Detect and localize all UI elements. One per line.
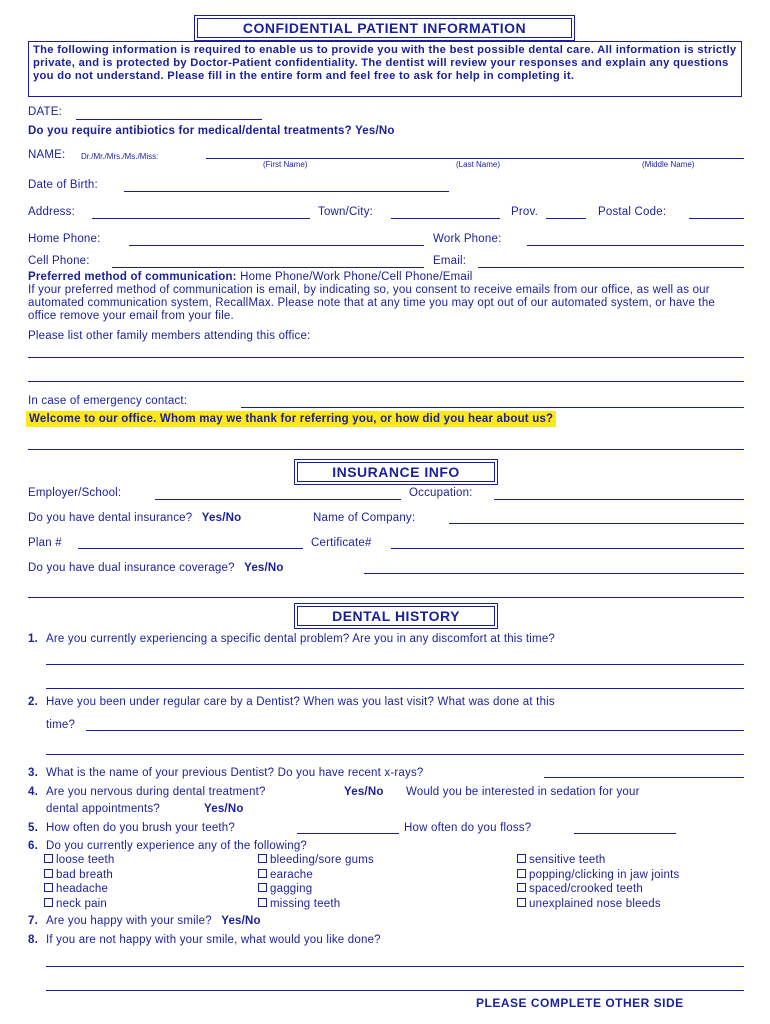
- middle-name-caption: (Middle Name): [642, 160, 695, 169]
- email-label: Email:: [433, 255, 467, 267]
- condition-item[interactable]: loose teeth: [44, 854, 114, 869]
- q7-number: 7.: [28, 915, 38, 927]
- condition-item[interactable]: popping/clicking in jaw joints: [517, 869, 679, 884]
- condition-item[interactable]: spaced/crooked teeth: [517, 883, 679, 898]
- footer-note: PLEASE COMPLETE OTHER SIDE: [476, 996, 684, 1010]
- occupation-label: Occupation:: [409, 487, 473, 499]
- q8-line-1[interactable]: [46, 966, 744, 967]
- first-name-caption: (First Name): [263, 160, 308, 169]
- family-label: Please list other family members attending this office:: [28, 330, 311, 342]
- q7-question: Are you happy with your smile?: [46, 915, 212, 927]
- pref-comm-note: If your preferred method of communication is email, by indicating so, you consent to receive emails from our office, as well as our automated communication system, RecallMax. Please note that at any time you may opt out of our automated system, or have the office remove your email from your file.: [28, 284, 716, 322]
- checkbox[interactable]: [44, 854, 53, 863]
- prov-field[interactable]: [546, 218, 586, 219]
- certificate-label: Certificate#: [311, 537, 372, 549]
- town-label: Town/City:: [318, 206, 374, 218]
- dental-insurance-text: Do you have dental insurance?: [28, 512, 193, 524]
- q4-number: 4.: [28, 786, 38, 798]
- dual-insurance-field[interactable]: [364, 573, 744, 574]
- q8-line-2[interactable]: [46, 990, 744, 991]
- q3-field[interactable]: [544, 777, 744, 778]
- name-label: NAME:: [28, 149, 66, 161]
- condition-item[interactable]: missing teeth: [258, 898, 374, 913]
- q1-text: Are you currently experiencing a specific dental problem? Are you in any discomfort at this time?: [46, 633, 556, 645]
- checkbox[interactable]: [44, 883, 53, 892]
- postal-field[interactable]: [689, 218, 744, 219]
- dental-insurance-question: [28, 512, 241, 524]
- q2-number: 2.: [28, 696, 38, 708]
- checkbox[interactable]: [44, 898, 53, 907]
- conditions-col-1: [44, 854, 114, 912]
- name-titles: Dr./Mr./Mrs./Ms./Miss:: [81, 152, 159, 161]
- certificate-field[interactable]: [391, 548, 744, 549]
- q4-text: Are you nervous during dental treatment?: [46, 786, 266, 798]
- dob-field[interactable]: [124, 191, 449, 192]
- checkbox[interactable]: [258, 854, 267, 863]
- q5-floss-text: How often do you floss?: [404, 822, 532, 834]
- email-field[interactable]: [478, 267, 744, 268]
- condition-item[interactable]: neck pain: [44, 898, 114, 913]
- q5-brush-field[interactable]: [297, 833, 399, 834]
- checkbox[interactable]: [517, 883, 526, 892]
- referral-question: Welcome to our office. Whom may we thank for referring you, or how did you hear about us?: [26, 411, 556, 427]
- pref-comm-options: Home Phone/Work Phone/Cell Phone/Email: [236, 271, 473, 283]
- q7-text: [46, 915, 261, 927]
- checkbox[interactable]: [258, 898, 267, 907]
- condition-item[interactable]: bad breath: [44, 869, 114, 884]
- employer-field[interactable]: [155, 499, 401, 500]
- checkbox[interactable]: [517, 898, 526, 907]
- condition-item[interactable]: earache: [258, 869, 374, 884]
- referral-field[interactable]: [28, 449, 744, 450]
- checkbox[interactable]: [517, 854, 526, 863]
- last-name-caption: (Last Name): [456, 160, 501, 169]
- checkbox[interactable]: [258, 869, 267, 878]
- plan-field[interactable]: [78, 548, 303, 549]
- dual-insurance-yes-no[interactable]: Yes/No: [244, 562, 284, 574]
- q1-number: 1.: [28, 633, 38, 645]
- plan-label: Plan #: [28, 537, 62, 549]
- employer-label: Employer/School:: [28, 487, 122, 499]
- antibiotics-question: Do you require antibiotics for medical/dental treatments? Yes/No: [28, 125, 395, 137]
- cell-phone-field[interactable]: [112, 267, 424, 268]
- q7-yes-no[interactable]: Yes/No: [221, 915, 261, 927]
- insurance-extra-line[interactable]: [28, 597, 744, 598]
- home-phone-field[interactable]: [129, 245, 424, 246]
- town-field[interactable]: [391, 218, 500, 219]
- q8-number: 8.: [28, 934, 38, 946]
- cell-phone-label: Cell Phone:: [28, 255, 90, 267]
- date-label: DATE:: [28, 106, 63, 118]
- q4-yes-no[interactable]: Yes/No: [344, 786, 384, 798]
- q6-text: Do you currently experience any of the following?: [46, 840, 308, 852]
- family-line-1[interactable]: [28, 357, 744, 358]
- company-field[interactable]: [449, 523, 744, 524]
- condition-item[interactable]: headache: [44, 883, 114, 898]
- condition-item[interactable]: unexplained nose bleeds: [517, 898, 679, 913]
- checkbox[interactable]: [517, 869, 526, 878]
- q3-number: 3.: [28, 767, 38, 779]
- q6-number: 6.: [28, 840, 38, 852]
- q4-continued: dental appointments?: [46, 803, 160, 815]
- checkbox[interactable]: [44, 869, 53, 878]
- work-phone-field[interactable]: [527, 245, 744, 246]
- q3-text: What is the name of your previous Dentist? Do you have recent x-rays?: [46, 767, 424, 779]
- q8-text: If you are not happy with your smile, what would you like done?: [46, 934, 381, 946]
- q5-floss-field[interactable]: [574, 833, 676, 834]
- prov-label: Prov.: [511, 206, 538, 218]
- dob-label: Date of Birth:: [28, 179, 98, 191]
- name-field[interactable]: [206, 158, 744, 159]
- dual-insurance-text: Do you have dual insurance coverage?: [28, 562, 235, 574]
- condition-item[interactable]: sensitive teeth: [517, 854, 679, 869]
- address-label: Address:: [28, 206, 75, 218]
- q2-line-1[interactable]: [86, 730, 744, 731]
- conditions-col-2: [258, 854, 374, 912]
- q2-text: Have you been under regular care by a Dentist? When was you last visit? What was done at this: [46, 696, 555, 708]
- q2-continued: time?: [46, 719, 76, 731]
- work-phone-label: Work Phone:: [433, 233, 502, 245]
- family-line-2[interactable]: [28, 381, 744, 382]
- q5-text: How often do you brush your teeth?: [46, 822, 235, 834]
- postal-label: Postal Code:: [598, 206, 667, 218]
- condition-item[interactable]: gagging: [258, 883, 374, 898]
- q1-line-1[interactable]: [46, 664, 744, 665]
- q4-sedation-text: Would you be interested in sedation for your: [406, 786, 640, 798]
- q4-sedation-yes-no[interactable]: Yes/No: [204, 803, 244, 815]
- form-title: CONFIDENTIAL PATIENT INFORMATION: [197, 18, 572, 38]
- checkbox[interactable]: [258, 883, 267, 892]
- address-field[interactable]: [92, 218, 310, 219]
- emergency-field[interactable]: [241, 407, 744, 408]
- condition-item[interactable]: bleeding/sore gums: [258, 854, 374, 869]
- q2-line-2[interactable]: [46, 754, 744, 755]
- emergency-label: In case of emergency contact:: [28, 395, 188, 407]
- occupation-field[interactable]: [494, 499, 744, 500]
- q1-line-2[interactable]: [46, 688, 744, 689]
- insurance-heading: INSURANCE INFO: [297, 462, 495, 482]
- q5-number: 5.: [28, 822, 38, 834]
- intro-box: The following information is required to enable us to provide you with the best possible dental care. All information is strictly private, and is protected by Doctor-Patient confidentiality. The dentist will review your responses and explain any questions you do not understand. Please fill in the entire form and feel free to ask for help in completing it.: [28, 41, 742, 97]
- pref-comm-label: Preferred method of communication:: [28, 271, 237, 283]
- dental-history-heading: DENTAL HISTORY: [297, 606, 495, 626]
- date-field[interactable]: [76, 119, 262, 120]
- company-label: Name of Company:: [313, 512, 416, 524]
- dual-insurance-question: [28, 562, 284, 574]
- conditions-col-3: [517, 854, 679, 912]
- dental-insurance-yes-no[interactable]: Yes/No: [201, 512, 242, 524]
- home-phone-label: Home Phone:: [28, 233, 101, 245]
- pref-comm-block: [28, 271, 744, 323]
